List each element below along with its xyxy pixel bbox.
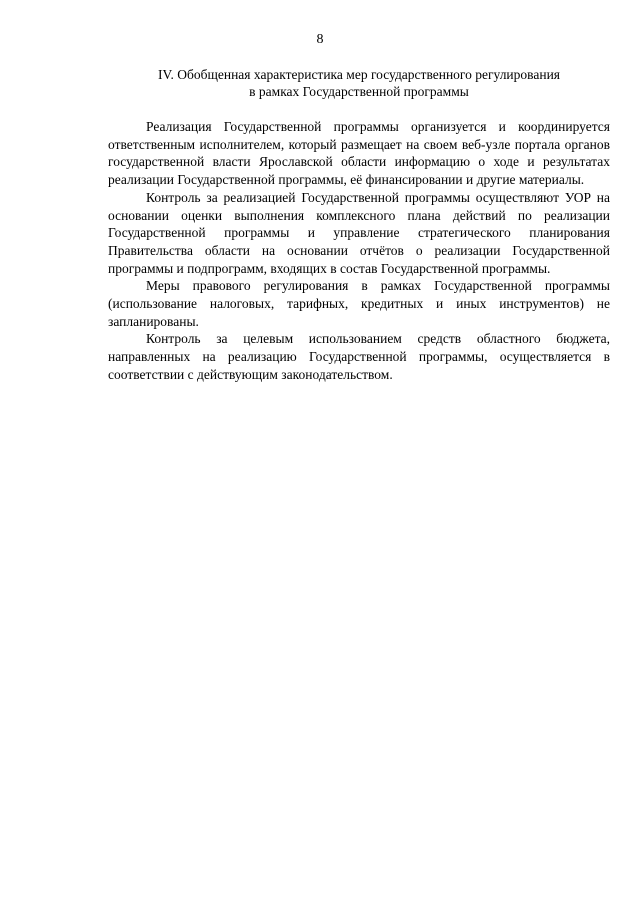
paragraph-control: Контроль за реализацией Государственной программы осуществляют УОР на основании оценки выполнения комплексного плана действий по реализации Государственной программы и управление стратегического планирования Правительства области на основании отчётов о реализации Государственной программы и подпрограмм, входящих в состав Государственной программы. (108, 189, 610, 276)
paragraph-budget-control: Контроль за целевым использованием средств областного бюджета, направленных на реализацию Государственной программы, осуществляется в соответствии с действующим законодательством. (108, 331, 610, 382)
paragraph-implementation: Реализация Государственной программы организуется и координируется ответственным исполнителем, который размещает на своем веб-узле портала органов государственной власти Ярославской области информацию о ходе и результатах реализации Государственной программы, её финансировании и другие материалы. (108, 119, 610, 188)
page-number: 8 (316, 32, 324, 47)
section-heading-line-1: IV. Обобщенная характеристика мер государственного регулирования (157, 67, 560, 82)
body-text (108, 118, 610, 384)
section-heading (108, 66, 610, 100)
paragraph-legal-measures: Меры правового регулирования в рамках Государственной программы (использование налоговых, тарифных, кредитных и иных инструментов) не запланированы. (108, 278, 610, 329)
section-heading-line-2: в рамках Государственной программы (249, 84, 469, 99)
